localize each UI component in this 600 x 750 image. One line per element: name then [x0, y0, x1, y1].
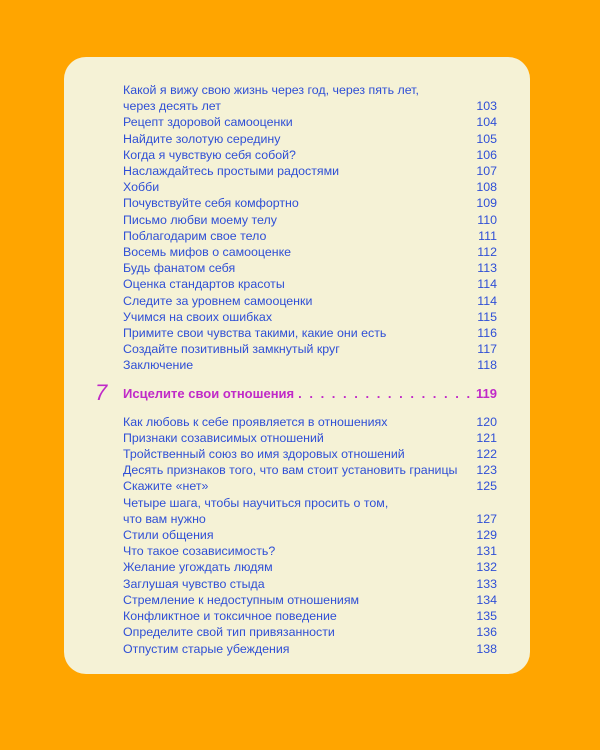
toc-entry-title: Создайте позитивный замкнутый круг — [123, 342, 340, 357]
toc-entry-title: Четыре шага, чтобы научиться просить о том, что вам нужно — [123, 495, 389, 526]
toc-entry-title: Что такое созависимость? — [123, 544, 276, 559]
toc-section-after — [123, 414, 497, 657]
toc-entry-page: 135 — [476, 609, 497, 624]
toc-entry-title: Почувствуйте себя комфортно — [123, 196, 299, 211]
toc-entry-title: Признаки созависимых отношений — [123, 430, 324, 445]
toc-entry[interactable] — [123, 608, 497, 624]
toc-entry-title: Когда я чувствую себя собой? — [123, 147, 296, 162]
toc-entry[interactable] — [123, 592, 497, 608]
toc-entry-page: 111 — [478, 228, 497, 243]
toc-entry[interactable] — [123, 462, 497, 478]
toc-entry-title: Поблагодарим свое тело — [123, 228, 267, 243]
toc-entry-title: Какой я вижу свою жизнь через год, через пять лет, через десять лет — [123, 83, 419, 114]
toc-entry[interactable] — [123, 624, 497, 640]
toc-entry-title: Заглушая чувство стыда — [123, 576, 265, 591]
toc-entry-page: 112 — [477, 245, 497, 260]
toc-entry-page: 123 — [476, 463, 497, 478]
toc-entry-title: Определите свой тип привязанности — [123, 625, 335, 640]
chapter-heading[interactable] — [95, 379, 497, 405]
toc-entry-page: 133 — [476, 576, 497, 591]
toc-entry-title: Рецепт здоровой самооценки — [123, 115, 293, 130]
toc-entry-page: 125 — [476, 479, 497, 494]
toc-entry-title: Стремление к недоступным отношениям — [123, 592, 360, 607]
toc-entry[interactable] — [123, 325, 497, 341]
dot-leader — [294, 385, 476, 403]
toc-entry-page: 105 — [476, 131, 497, 146]
toc-entry-title: Учимся на своих ошибках — [123, 309, 273, 324]
toc-entry[interactable] — [123, 430, 497, 446]
toc-entry-page: 122 — [476, 447, 497, 462]
toc-entry[interactable] — [123, 131, 497, 147]
toc-entry-page: 110 — [477, 212, 497, 227]
toc-entry-title: Оценка стандартов красоты — [123, 277, 285, 292]
toc-entry[interactable] — [123, 641, 497, 657]
toc-entry[interactable] — [123, 341, 497, 357]
toc-entry-page: 103 — [476, 99, 497, 114]
toc-entry-page: 134 — [476, 592, 497, 607]
toc-entry-page: 117 — [477, 342, 497, 357]
toc-entry-title: Заключение — [123, 358, 194, 373]
toc-entry[interactable] — [123, 527, 497, 543]
toc-entry-page: 114 — [477, 277, 497, 292]
toc-entry-title: Конфликтное и токсичное поведение — [123, 609, 337, 624]
toc-entry[interactable] — [123, 357, 497, 373]
toc-entry[interactable] — [123, 260, 497, 276]
toc-entry[interactable] — [123, 309, 497, 325]
toc-entry-page: 116 — [477, 326, 497, 341]
table-of-contents — [95, 82, 497, 657]
toc-entry[interactable] — [123, 114, 497, 130]
toc-entry[interactable] — [123, 495, 497, 527]
toc-entry-title: Желание угождать людям — [123, 560, 273, 575]
toc-entry-title: Найдите золотую середину — [123, 131, 281, 146]
toc-entry[interactable] — [123, 414, 497, 430]
toc-entry-page: 118 — [477, 358, 497, 373]
chapter-page: 119 — [476, 385, 497, 401]
toc-entry-title: Тройственный союз во имя здоровых отношений — [123, 447, 405, 462]
toc-entry-page: 115 — [477, 309, 497, 324]
toc-entry-page: 104 — [476, 115, 497, 130]
toc-entry-title: Хобби — [123, 180, 160, 195]
toc-entry[interactable] — [123, 82, 497, 114]
toc-entry-title: Следите за уровнем самооценки — [123, 293, 313, 308]
toc-entry[interactable] — [123, 576, 497, 592]
toc-entry-title: Десять признаков того, что вам стоит установить границы — [123, 463, 458, 478]
toc-entry-title: Как любовь к себе проявляется в отношениях — [123, 414, 388, 429]
toc-entry-page: 132 — [476, 560, 497, 575]
toc-entry-title: Восемь мифов о самооценке — [123, 245, 292, 260]
toc-entry-page: 109 — [476, 196, 497, 211]
toc-entry-title: Примите свои чувства такими, какие они есть — [123, 326, 387, 341]
toc-entry-page: 120 — [476, 414, 497, 429]
chapter-number: 7 — [95, 379, 108, 405]
toc-entry[interactable] — [123, 559, 497, 575]
toc-entry-title: Отпустим старые убеждения — [123, 641, 290, 656]
toc-entry[interactable] — [123, 478, 497, 494]
chapter-title: Исцелите свои отношения — [123, 385, 295, 401]
toc-entry[interactable] — [123, 276, 497, 292]
toc-entry-page: 108 — [476, 180, 497, 195]
toc-entry[interactable] — [123, 293, 497, 309]
toc-entry-page: 114 — [477, 293, 497, 308]
toc-entry-page: 113 — [477, 261, 497, 276]
toc-entry[interactable] — [123, 147, 497, 163]
toc-entry[interactable] — [123, 212, 497, 228]
toc-entry-page: 136 — [476, 625, 497, 640]
toc-entry[interactable] — [123, 195, 497, 211]
toc-entry[interactable] — [123, 244, 497, 260]
toc-entry[interactable] — [123, 228, 497, 244]
toc-entry[interactable] — [123, 163, 497, 179]
toc-entry-title: Стили общения — [123, 528, 214, 543]
toc-entry[interactable] — [123, 446, 497, 462]
toc-entry-page: 138 — [476, 641, 497, 656]
toc-entry-page: 107 — [476, 164, 497, 179]
toc-entry-title: Наслаждайтесь простыми радостями — [123, 164, 340, 179]
toc-entry[interactable] — [123, 179, 497, 195]
toc-entry-page: 127 — [476, 511, 497, 526]
toc-entry-page: 129 — [476, 528, 497, 543]
toc-entry-page: 131 — [476, 544, 497, 559]
toc-entry-title: Скажите «нет» — [123, 479, 209, 494]
toc-section-before — [123, 82, 497, 374]
toc-entry[interactable] — [123, 543, 497, 559]
toc-entry-title: Будь фанатом себя — [123, 261, 236, 276]
toc-entry-page: 106 — [476, 147, 497, 162]
toc-entry-title: Письмо любви моему телу — [123, 212, 277, 227]
toc-entry-page: 121 — [476, 430, 497, 445]
